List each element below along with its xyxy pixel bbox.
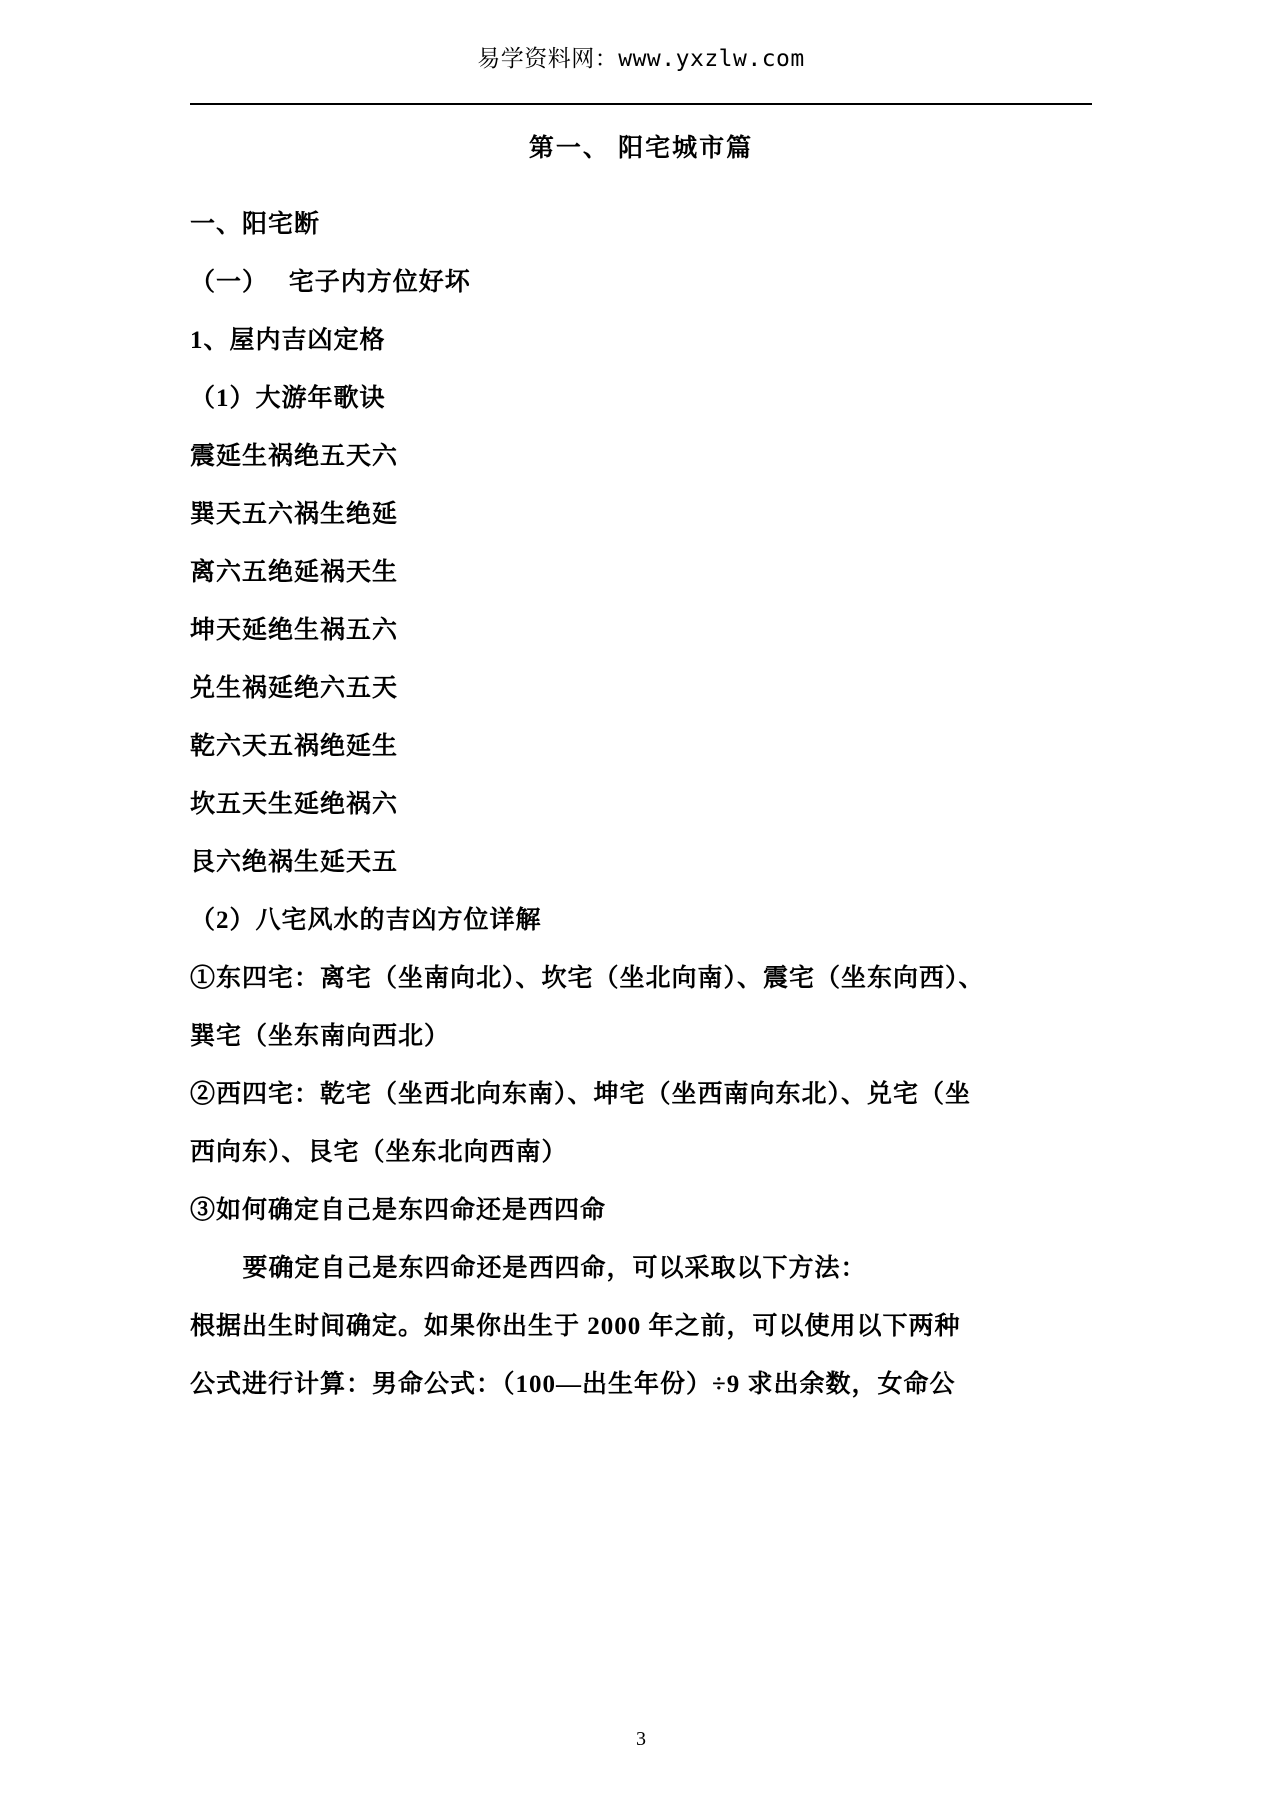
body-line: 巽天五六祸生绝延 [190, 501, 399, 528]
body-line: （一） 宅子内方位好坏 [190, 269, 471, 296]
page-number: 3 [636, 1728, 646, 1750]
body-line: 坎五天生延绝祸六 [190, 791, 399, 818]
body-line: 1、屋内吉凶定格 [190, 327, 386, 354]
body-line: 乾六天五祸绝延生 [190, 733, 399, 760]
body-line: ②西四宅：乾宅（坐西北向东南）、坤宅（坐西南向东北）、兑宅（坐 [190, 1081, 972, 1108]
page-title: 第一、 阳宅城市篇 [528, 135, 754, 162]
body-line: 离六五绝延祸天生 [190, 559, 399, 586]
header-divider [190, 103, 1092, 105]
body-line: （2）八宅风水的吉凶方位详解 [190, 907, 542, 934]
body-line: 艮六绝祸生延天五 [190, 849, 399, 876]
site-url-header: 易学资料网：www.yxzlw.com [477, 46, 805, 72]
body-line: ③如何确定自己是东四命还是西四命 [190, 1197, 607, 1224]
body-line: 西向东）、艮宅（坐东北向西南） [190, 1139, 568, 1166]
body-line: 巽宅（坐东南向西北） [190, 1023, 451, 1050]
body-line: ①东四宅：离宅（坐南向北）、坎宅（坐北向南）、震宅（坐东向西）、 [190, 965, 985, 992]
body-line: 震延生祸绝五天六 [190, 443, 399, 470]
body-line: 公式进行计算：男命公式：（100—出生年份）÷9 求出余数，女命公 [190, 1371, 956, 1398]
body-line: 一、阳宅断 [190, 211, 321, 238]
document-body [190, 131, 1092, 1414]
body-line: 根据出生时间确定。如果你出生于 2000 年之前，可以使用以下两种 [190, 1313, 961, 1340]
body-line: 要确定自己是东四命还是西四命，可以采取以下方法： [242, 1255, 867, 1282]
body-line: （1）大游年歌诀 [190, 385, 386, 412]
body-line: 兑生祸延绝六五天 [190, 675, 399, 702]
body-line: 坤天延绝生祸五六 [190, 617, 399, 644]
